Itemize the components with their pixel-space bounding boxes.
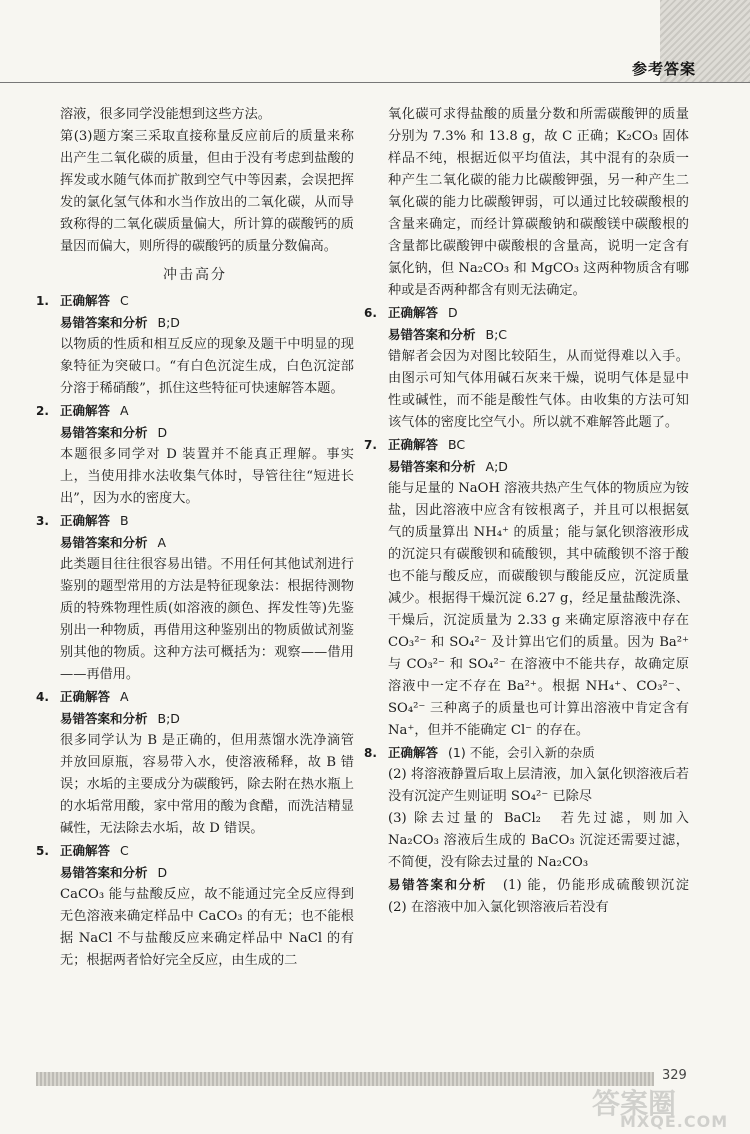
error-analysis-3: [36, 532, 354, 554]
question-7: [364, 434, 689, 456]
analysis-text-2: 本题很多同学对 D 装置并不能真正理解。事实上，当使用排水法收集气体时，导管往往“短进长出”，因为水的密度大。: [60, 447, 354, 506]
error-analysis-4: [36, 708, 354, 730]
correct-answer-label: 正确解答: [60, 689, 111, 704]
correct-answer-label: 正确解答: [60, 293, 111, 308]
continued-paragraph: 氧化碳可求得盐酸的质量分数和所需碳酸钾的质量分别为 7.3% 和 13.8 g，故 C 正确；K₂CO₃ 固体样品不纯，根据近似平均值法，其中混有的杂质一种产生二氧化碳的能力比碳酸钾强，另一种产生二氧化碳的能力比碳酸钾弱，可以通过比较碳酸根的含量来确定，而经计算碳酸钠和碳酸镁中碳酸根的含量都比碳酸钾中碳酸根的含量高，说明一定含有氯化钠，但 Na₂CO₃ 和 MgCO₃ 这两种物质含有哪种或是否两种都含有则无法确定。: [388, 107, 689, 298]
correct-answer: BC: [448, 437, 466, 452]
correct-answer-part-2: (2) 将溶液静置后取上层清液，加入氯化钡溶液后若没有沉淀产生则证明 SO₄²⁻ 已除尽: [388, 767, 689, 804]
error-label: 易错答案和分析: [388, 459, 476, 474]
error-label: 易错答案和分析: [60, 711, 148, 726]
error-answer: D: [157, 425, 168, 440]
analysis-text-7: 能与足量的 NaOH 溶液共热产生气体的物质应为铵盐，因此溶液中应含有铵根离子，并且可以根据氨气的质量算出 NH₄⁺ 的质量；能与氯化钡溶液形成的沉淀只有碳酸钡和硫酸钡，其中硫酸钡不溶于酸也不能与酸反应，而碳酸钡与酸能反应，沉淀质量减少。根据得干燥沉淀 6.27 g，经足量盐酸洗涤、干燥后，沉淀质量为 2.33 g 来确定原溶液中存在 CO₃²⁻ 和 SO₄²⁻ 及计算出它们的质量。因为 Ba²⁺ 与 CO₃²⁻ 和 SO₄²⁻ 在溶液中不能共存，故确定原溶液中一定不存在 Ba²⁺。根据 NH₄⁺、CO₃²⁻、SO₄²⁻ 三种离子的质量也可计算出溶液中肯定含有 Na⁺，但并不能确定 Cl⁻ 的存在。: [388, 481, 689, 738]
footer-decoration: [36, 1072, 654, 1086]
correct-answer-part-3: (3) 除去过量的 BaCl₂ 若先过滤，则加入 Na₂CO₃ 溶液后生成的 BaCO₃ 沉淀还需要过滤，不简便，没有除去过量的 Na₂CO₃: [388, 811, 689, 870]
error-answer: (1) 能，仍能形成硫酸钡沉淀 (2) 在溶液中加入氯化钡溶液后若没有: [388, 878, 703, 915]
analysis-text-4: 很多同学认为 B 是正确的，但用蒸馏水洗净滴管并放回原瓶，容易带入水，使溶液稀释，故 B 错误；水垢的主要成分为碳酸钙，除去附在热水瓶上的水垢常用酸，家中常用的酸为食醋，而洗洁精显碱性，无法除去水垢，故 D 错误。: [60, 733, 354, 836]
section-title: 冲击高分: [163, 267, 227, 283]
correct-answer: C: [120, 293, 129, 308]
error-answer: D: [157, 865, 168, 880]
question-5: [36, 840, 354, 862]
error-label: 易错答案和分析: [388, 327, 476, 342]
correct-answer-label: 正确解答: [388, 437, 439, 452]
correct-answer: C: [120, 843, 129, 858]
error-answer: B;C: [485, 327, 508, 342]
question-number: 2.: [36, 404, 49, 418]
intro-paragraph-2: 第(3)题方案三采取直接称量反应前后的质量来称出产生二氧化碳的质量，但由于没有考虑到盐酸的挥发或水随气体而扩散到空气中等因素，会误把挥发的氯化氢气体和水当作放出的二氧化碳，从而导致称得的二氧化碳质量偏大，所计算的碳酸钙的质量因而偏大，则所得的碳酸钙的质量分数偏高。: [60, 129, 354, 254]
error-label: 易错答案和分析: [60, 315, 148, 330]
intro-paragraph-1: 溶液，很多同学没能想到这些方法。: [60, 107, 271, 122]
analysis-text-1: 以物质的性质和相互反应的现象及题干中明显的现象特征为突破口。“有白色沉淀生成，白色沉淀部分溶于稀硝酸”，抓住这些特征可快速解答本题。: [60, 337, 354, 396]
error-analysis-5: [36, 862, 354, 884]
question-1: [36, 290, 354, 312]
correct-answer-label: 正确解答: [60, 403, 111, 418]
error-analysis-8: [364, 874, 703, 919]
correct-answer-part-1: (1) 不能，会引入新的杂质: [448, 745, 595, 760]
question-number: 6.: [364, 306, 377, 320]
error-label: 易错答案和分析: [60, 535, 148, 550]
correct-answer-label: 正确解答: [60, 843, 111, 858]
question-2: [36, 400, 354, 422]
question-3: [36, 510, 354, 532]
page-number: 329: [662, 1068, 687, 1083]
correct-answer: D: [448, 305, 458, 320]
header-rule: [0, 82, 750, 83]
error-label: 易错答案和分析: [388, 877, 488, 892]
watermark-url: MXQE.COM: [620, 1112, 729, 1131]
question-number: 8.: [364, 746, 377, 760]
question-4: [36, 686, 354, 708]
correct-answer-label: 正确解答: [388, 305, 439, 320]
watermark-logo: [580, 1082, 745, 1132]
left-column: [36, 104, 354, 972]
error-analysis-2: [36, 422, 354, 444]
question-number: 5.: [36, 844, 49, 858]
error-answer: B;D: [157, 315, 180, 330]
right-column: [364, 104, 703, 919]
correct-answer-label: 正确解答: [388, 745, 439, 760]
watermark-text: 答案圈: [592, 1087, 677, 1120]
question-number: 3.: [36, 514, 49, 528]
error-analysis-6: [364, 324, 689, 346]
question-number: 7.: [364, 438, 377, 452]
analysis-text-6: 错解者会因为对图比较陌生，从而觉得难以入手。由图示可知气体用碱石灰来干燥，说明气体是显中性或碱性，而不能是酸性气体。由收集的方法可知该气体的密度比空气小。所以就不难解答此题了。: [388, 349, 689, 430]
analysis-text-3: 此类题目往往很容易出错。不用任何其他试剂进行鉴别的题型常用的方法是特征现象法：根据待测物质的特殊物理性质(如溶液的颜色、挥发性等)先鉴别出一种物质，再借用这种鉴别出的物质做试剂鉴别其他的物质。这种方法可概括为：观察——借用——再借用。: [60, 557, 354, 682]
error-analysis-1: [36, 312, 354, 334]
correct-answer-label: 正确解答: [60, 513, 111, 528]
correct-answer: B: [120, 513, 129, 528]
error-answer: A;D: [485, 459, 508, 474]
error-label: 易错答案和分析: [60, 425, 148, 440]
error-answer: B;D: [157, 711, 180, 726]
error-label: 易错答案和分析: [60, 865, 148, 880]
question-6: [364, 302, 689, 324]
question-number: 1.: [36, 294, 49, 308]
analysis-text-5: CaCO₃ 能与盐酸反应，故不能通过完全反应得到无色溶液来确定样品中 CaCO₃ 的有无；也不能根据 NaCl 不与盐酸反应来确定样品中 NaCl 的有无；根据两者恰好完全反应，由生成的二: [60, 887, 354, 968]
question-8: [364, 742, 689, 764]
correct-answer: A: [120, 403, 129, 418]
question-number: 4.: [36, 690, 49, 704]
page-header-title: 参考答案: [631, 60, 696, 78]
error-answer: A: [157, 535, 167, 550]
correct-answer: A: [120, 689, 129, 704]
error-analysis-7: [364, 456, 689, 478]
